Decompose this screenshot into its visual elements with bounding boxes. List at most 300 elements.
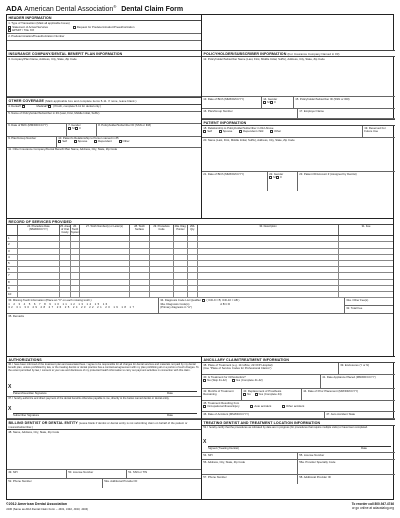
enclosures-field[interactable] [339, 363, 395, 375]
service-cell[interactable] [18, 249, 60, 254]
checkbox-ortho-no[interactable] [203, 379, 206, 382]
transaction-type-field[interactable] [7, 21, 201, 34]
col-diag-pointer: 29a. Diag. Pointer [174, 225, 188, 235]
service-cell[interactable] [188, 280, 198, 285]
service-cell[interactable] [174, 242, 188, 247]
checkbox-other-accident[interactable] [282, 405, 285, 408]
service-cell[interactable] [174, 286, 188, 291]
service-cell[interactable] [60, 249, 71, 254]
service-cell[interactable] [18, 280, 60, 285]
field-label-2: 2. Predetermination/Preauthorization Number [8, 34, 65, 38]
field-label-both: (If both, complete 5-11 for dental only.) [53, 104, 101, 109]
billing-note: (Leave blank if dentist or dental entity is not submitting claim on behalf of the patient or insured/subscriber.) [8, 421, 188, 429]
service-cell[interactable] [150, 280, 174, 285]
diagnosis-abcd: A B C D [220, 302, 231, 307]
checkbox-rel-spouse[interactable] [74, 140, 77, 143]
billing-phone-field[interactable] [7, 479, 103, 488]
policyholder-title: POLICYHOLDER/SUBSCRIBER INFORMATION [203, 51, 287, 56]
subscriber-signature-label: Subscriber Signature [13, 413, 40, 418]
service-cell[interactable] [150, 236, 174, 241]
accident-state-field[interactable] [325, 412, 395, 419]
ph-dob-field[interactable] [202, 97, 262, 109]
service-cell[interactable] [130, 273, 150, 278]
treat-row-54-55 [202, 453, 395, 460]
checkbox-pt-other[interactable] [270, 130, 273, 133]
field-label-23: 23. Patient ID/Account # (Assigned by Dentist) [299, 172, 357, 176]
months-remaining-field[interactable] [202, 389, 242, 401]
service-fee-cell[interactable] [339, 267, 393, 272]
col-tooth-number: 27. Tooth Number(s) or Letter(s) [80, 225, 130, 235]
field-label-58: 58. Additional Provider ID [299, 475, 331, 479]
services-section [7, 218, 393, 326]
checkbox-ph-f[interactable] [270, 101, 273, 104]
field-label-34: 34. Diagnosis Code List Qualifier [160, 298, 201, 302]
pt-name-field[interactable] [202, 138, 395, 172]
service-line-number: 1 [7, 236, 18, 241]
service-cell[interactable] [18, 255, 60, 260]
label-m-14: M [267, 100, 270, 105]
service-cell[interactable] [188, 261, 198, 266]
service-cell[interactable] [174, 273, 188, 278]
service-cell[interactable] [60, 280, 71, 285]
service-cell[interactable] [174, 292, 188, 297]
field-label-12: 12. Policyholder/Subscriber Name (Last, First, Middle Initial, Suffix), Address, City, State, Zip Code [203, 57, 325, 61]
service-fee-cell[interactable] [339, 286, 393, 291]
pt-gender-field[interactable] [268, 172, 298, 191]
right-spacer [202, 15, 395, 50]
field-label-40: 40. Is Treatment for Orthodontics? [203, 375, 246, 379]
other-dob-field[interactable] [7, 124, 67, 137]
checkbox-dental[interactable] [22, 105, 25, 108]
service-cell[interactable] [198, 280, 339, 285]
label-f-22: F [280, 175, 283, 180]
treating-provider-id-field[interactable] [298, 475, 395, 484]
field-label-45: 45. Treatment Resulting from [203, 401, 240, 405]
accident-date-field[interactable] [202, 412, 325, 419]
treating-date-label: Date [361, 446, 367, 451]
service-cell[interactable] [18, 236, 60, 241]
billing-npi-field[interactable] [7, 470, 67, 479]
field-label-22: 22. Gender [269, 172, 284, 176]
col-description: 30. Description [198, 225, 339, 235]
billing-ssn-field[interactable] [127, 470, 201, 479]
patient-date-label: Date [167, 391, 173, 396]
services-rows [7, 236, 393, 298]
ph-gender-field[interactable] [262, 97, 294, 109]
col-index [7, 225, 18, 235]
pt-row-21-23 [202, 172, 395, 191]
service-cell[interactable] [174, 255, 188, 260]
service-cell[interactable] [150, 286, 174, 291]
field-label-49: 49. NPI [8, 470, 18, 474]
ph-row-13-15 [202, 97, 395, 109]
form-name: Dental Claim Form [121, 6, 184, 13]
service-cell[interactable] [71, 280, 80, 285]
field-label-51: 51. SSN or TIN [128, 470, 148, 474]
treating-address-field[interactable] [202, 460, 298, 475]
checkbox-prosthesis-no[interactable] [243, 393, 246, 396]
pt-spouse: Spouse [222, 129, 233, 134]
col-qty: 29b. Qty. [188, 225, 198, 235]
service-cell[interactable] [150, 242, 174, 247]
anc-row-42-44 [202, 389, 395, 401]
checkbox-predetermination[interactable] [73, 26, 76, 29]
section-billing [7, 419, 201, 430]
service-fee-cell[interactable] [339, 249, 393, 254]
prosthesis-yes: Yes (Complete 44) [258, 392, 282, 397]
service-cell[interactable] [60, 255, 71, 260]
other-subscriber-id-field[interactable] [97, 124, 201, 137]
service-cell[interactable] [80, 242, 130, 247]
other-insurance-company-field[interactable] [7, 148, 201, 169]
service-cell[interactable] [80, 267, 130, 272]
service-cell[interactable] [188, 292, 198, 297]
service-cell[interactable] [150, 261, 174, 266]
other-fees-field[interactable] [345, 298, 393, 306]
service-cell[interactable] [18, 261, 60, 266]
treating-npi-field[interactable] [202, 453, 298, 460]
service-cell[interactable] [198, 292, 339, 297]
service-line-number: 8 [7, 280, 18, 285]
treating-certify-field[interactable] [202, 426, 395, 453]
service-cell[interactable] [71, 267, 80, 272]
service-cell[interactable] [188, 273, 198, 278]
ph-employer-field[interactable] [298, 109, 395, 119]
service-cell[interactable] [130, 267, 150, 272]
field-label-1: 1. Type of Transaction (Mark all applicable boxes) [8, 21, 70, 25]
service-fee-cell[interactable] [339, 292, 393, 297]
service-cell[interactable] [80, 255, 130, 260]
service-cell[interactable] [18, 242, 60, 247]
rel-dependent: Dependent [98, 139, 112, 144]
service-cell[interactable] [80, 273, 130, 278]
billing-provider-id-field[interactable] [103, 479, 201, 488]
section-authorizations: AUTHORIZATIONS [7, 357, 201, 363]
service-cell[interactable] [198, 249, 339, 254]
company-plan-field[interactable] [7, 57, 201, 97]
subscriber-consent-field[interactable] [7, 397, 201, 419]
field-label-5: 5. Name of Policyholder/Subscriber in #4 (Last, First, Middle Initial, Suffix) [8, 111, 100, 116]
service-cell[interactable] [18, 292, 60, 297]
field-label-32: 32. Total Fee [346, 306, 363, 310]
service-cell[interactable] [198, 242, 339, 247]
service-cell[interactable] [188, 255, 198, 260]
service-cell[interactable] [130, 249, 150, 254]
label-m-22: M [273, 175, 276, 180]
service-cell[interactable] [174, 261, 188, 266]
field-label-13: 13. Date of Birth (MM/DD/CCYY) [203, 97, 245, 101]
ph-group-number-field[interactable] [202, 109, 298, 119]
service-cell[interactable] [130, 242, 150, 247]
service-cell[interactable] [60, 236, 71, 241]
field-label-4: 4. Dental? [8, 104, 21, 109]
other-group-number-field[interactable] [7, 137, 57, 148]
service-cell[interactable] [188, 286, 198, 291]
option-predetermination: Request for Predetermination/Preauthorization [76, 25, 135, 30]
billing-title: BILLING DENTIST OR DENTAL ENTITY [8, 420, 78, 425]
field-label-16: 16. Plan/Group Number [203, 109, 233, 113]
checkbox-ortho-yes[interactable] [232, 379, 235, 382]
rel-self: Self [62, 139, 68, 144]
service-cell[interactable] [80, 261, 130, 266]
icd-note: ( ICD-9 = B; ICD-10 = AB ) [206, 298, 240, 302]
field-label-39: 39. Enclosures (Y or N) [340, 363, 370, 367]
other-relationship-field[interactable] [57, 137, 201, 148]
orthodontics-field[interactable] [202, 375, 321, 389]
service-cell[interactable] [130, 261, 150, 266]
predetermination-number-field[interactable] [7, 34, 201, 41]
place-of-treatment-field[interactable] [202, 363, 339, 375]
teeth-upper: 1 2 3 4 5 6 7 8 9 10 11 12 13 14 15 16 [8, 301, 109, 306]
checkbox-ph-m[interactable] [263, 101, 266, 104]
appliance-date-field[interactable] [321, 375, 395, 389]
service-line-number: 3 [7, 249, 18, 254]
service-cell[interactable] [130, 286, 150, 291]
service-cell[interactable] [18, 286, 60, 291]
x-mark-patient: X [8, 384, 12, 391]
ortho-no: No (Skip 41-42) [207, 378, 227, 383]
service-cell[interactable] [60, 273, 71, 278]
col-area: 25. Area of Oral Cavity [60, 225, 70, 234]
service-cell[interactable] [80, 249, 130, 254]
copyright-text: ©2012 American Dental Association [6, 502, 68, 506]
field-label-17: 17. Employer Name [299, 109, 324, 113]
field-label-10: 10. Patient's Relationship to Person named in #5 [58, 136, 119, 141]
field-label-18: 18. Relationship to Policyholder/Subscriber in #12 Above [203, 126, 274, 130]
pt-self: Self [207, 129, 213, 134]
checkbox-prosthesis-yes[interactable] [255, 393, 258, 396]
patient-signature-label: Patient/Guardian Signature [13, 391, 47, 396]
service-fee-cell[interactable] [339, 236, 393, 241]
col-tooth-surface: 28. Tooth Surface [130, 225, 150, 235]
field-label-19: 19. Reserved For Future Use [364, 126, 386, 134]
service-cell[interactable] [174, 249, 188, 254]
other-coverage-note: (Mark applicable box and complete items 5-11. If none, leave blank.) [45, 98, 137, 103]
org-name: American Dental Association [24, 6, 114, 13]
field-label-41: 41. Date Appliance Placed (MM/DD/CCYY) [322, 375, 376, 379]
service-cell[interactable] [80, 280, 130, 285]
service-fee-cell[interactable] [339, 261, 393, 266]
field-label-15: 15. Policyholder/Subscriber ID (SSN or ID#) [295, 97, 350, 101]
service-cell[interactable] [130, 236, 150, 241]
other-accident-option: Other accident [286, 404, 305, 409]
service-cell[interactable] [71, 236, 80, 241]
service-cell[interactable] [198, 236, 339, 241]
label-f-14: F [274, 100, 277, 105]
service-cell[interactable] [18, 273, 60, 278]
service-cell[interactable] [174, 267, 188, 272]
total-fee-field[interactable] [345, 306, 393, 313]
service-cell[interactable] [198, 255, 339, 260]
teeth-lower: 32 31 30 29 28 27 26 25 24 23 22 21 20 19 18 17 [8, 305, 136, 310]
section-treating: TREATING DENTIST AND TREATMENT LOCATION INFORMATION [202, 419, 395, 426]
service-cell[interactable] [71, 255, 80, 260]
checkbox-occupational[interactable] [203, 405, 206, 408]
auto-option: Auto accident [254, 404, 272, 409]
field-label-43: 43. Replacement of Prosthesis [243, 389, 282, 393]
service-cell[interactable] [174, 280, 188, 285]
service-cell[interactable] [150, 255, 174, 260]
patient-consent-field[interactable] [7, 363, 201, 397]
field-label-33: 33. Missing Teeth Information (Place an "X" on each missing tooth.) [8, 298, 92, 302]
reorder-online: or go online at adacatalog.org [351, 506, 394, 510]
field-label-52: 52. Phone Number [8, 479, 32, 483]
checkbox-other-m[interactable] [68, 127, 71, 130]
fee-totals [345, 298, 393, 313]
service-cell[interactable] [198, 267, 339, 272]
service-cell[interactable] [80, 292, 130, 297]
treating-license-field[interactable] [298, 453, 395, 460]
pt-other: Other [274, 129, 282, 134]
reorder-phone: To reorder call 800.947.4746 [351, 502, 394, 506]
service-fee-cell[interactable] [339, 242, 393, 247]
checkbox-rel-self[interactable] [58, 140, 61, 143]
section-patient: PATIENT INFORMATION [202, 119, 395, 126]
anc-row-40-41 [202, 375, 395, 389]
field-label-34a: 34a. Diagnosis Code(s) [160, 302, 190, 307]
service-cell[interactable] [71, 242, 80, 247]
checkbox-pt-dep[interactable] [239, 130, 242, 133]
service-cell[interactable] [130, 292, 150, 297]
right-column-top [201, 15, 395, 218]
service-cell[interactable] [198, 286, 339, 291]
diagnosis-field[interactable] [159, 298, 345, 313]
checkbox-medical[interactable] [48, 105, 51, 108]
service-cell[interactable] [80, 236, 130, 241]
section-header-info: HEADER INFORMATION [7, 15, 201, 21]
pt-dob-field[interactable] [202, 172, 268, 191]
field-label-47: 47. Auto Accident State [326, 412, 356, 416]
anc-row-46-47 [202, 412, 395, 419]
service-cell[interactable] [71, 292, 80, 297]
prior-placement-field[interactable] [302, 389, 395, 401]
reserved-field [363, 126, 395, 138]
field-label-48: 48. Name, Address, City, State, Zip Code [8, 430, 60, 434]
prosthesis-no: No [247, 392, 251, 397]
pt-relationship-field[interactable] [202, 126, 363, 138]
service-fee-cell[interactable] [339, 255, 393, 260]
checkbox-pt-self[interactable] [203, 130, 206, 133]
field-label-35: 35. Remarks [8, 314, 25, 318]
service-cell[interactable] [60, 267, 71, 272]
service-cell[interactable] [150, 249, 174, 254]
col-procedure-date: 24. Procedure Date (MM/DD/CCYY) [18, 225, 60, 235]
billing-row-49-51 [7, 470, 201, 479]
service-cell[interactable] [60, 292, 71, 297]
missing-teeth-field[interactable] [7, 298, 159, 313]
service-cell[interactable] [188, 242, 198, 247]
treating-phone-field[interactable] [202, 475, 298, 484]
checkbox-pt-f[interactable] [276, 176, 279, 179]
reorder-info [352, 502, 394, 510]
rel-other: Other [122, 139, 130, 144]
section-services: RECORD OF SERVICES PROVIDED [7, 219, 393, 225]
service-line-number: 2 [7, 242, 18, 247]
field-label-3: 3. Company/Plan Name, Address, City, State, Zip Code [8, 57, 77, 61]
service-cell[interactable] [150, 267, 174, 272]
service-cell[interactable] [188, 236, 198, 241]
prosthesis-field[interactable] [242, 389, 302, 401]
field-label-42: 42. Months of Treatment Remaining [203, 389, 234, 396]
field-label-9: 9. Plan/Group Number [8, 136, 37, 141]
ada-logo-text: ADA [6, 4, 23, 13]
checkbox-rel-other[interactable] [119, 140, 122, 143]
service-cell[interactable] [188, 267, 198, 272]
field-label-44: 44. Date of Prior Placement (MM/DD/CCYY) [303, 389, 359, 393]
service-cell[interactable] [198, 273, 339, 278]
checkbox-pt-m[interactable] [269, 176, 272, 179]
subscriber-date-label: Date [167, 413, 173, 418]
ph-id-field[interactable] [294, 97, 395, 109]
service-cell[interactable] [71, 286, 80, 291]
service-fee-cell[interactable] [339, 280, 393, 285]
service-cell[interactable] [18, 267, 60, 272]
x-mark-treating: X [203, 439, 207, 446]
field-label-7: 7. Gender [68, 123, 81, 128]
treating-specialty-field[interactable] [298, 460, 395, 475]
label-f-7: F [79, 126, 82, 131]
checkbox-rel-dependent[interactable] [94, 140, 97, 143]
dental-medical-field[interactable] [7, 105, 201, 112]
service-cell[interactable] [71, 261, 80, 266]
other-row-9-10 [7, 137, 201, 148]
field-label-38: 38. Place of Treatment [203, 363, 232, 367]
checkbox-epsdt[interactable] [8, 29, 11, 32]
service-cell[interactable] [60, 286, 71, 291]
checkbox-qualifier[interactable] [202, 299, 205, 302]
service-cell[interactable] [60, 261, 71, 266]
policyholder-name-field[interactable] [202, 57, 395, 97]
service-cell[interactable] [71, 273, 80, 278]
claim-form-page [6, 4, 394, 514]
service-cell[interactable] [80, 286, 130, 291]
service-cell[interactable] [150, 292, 174, 297]
service-cell[interactable] [174, 236, 188, 241]
treatment-resulting-field[interactable] [202, 401, 395, 412]
checkbox-pt-spouse[interactable] [219, 130, 222, 133]
checkbox-other-f[interactable] [75, 127, 78, 130]
col-fee: 31. Fee [361, 225, 371, 229]
field-label-31a: 31a. Other Fee(s) [346, 298, 369, 302]
service-cell[interactable] [71, 249, 80, 254]
service-cell[interactable] [60, 242, 71, 247]
other-policyholder-name-field[interactable] [7, 112, 201, 124]
service-cell[interactable] [198, 261, 339, 266]
billing-name-field[interactable] [7, 430, 201, 470]
field-label-20: 20. Name (Last, First, Middle Initial, Suffix), Address, City, State, Zip Code [203, 138, 295, 142]
field-label-medical: Medical? [36, 104, 48, 109]
service-cell[interactable] [130, 255, 150, 260]
certify-text: 53. I hereby certify that the procedures as indicated by date are in progress (for procedures that require multiple visits) or have been completed. [203, 426, 368, 429]
anc-row-38-39 [202, 363, 395, 375]
section-policyholder [202, 50, 395, 57]
checkbox-auto-accident[interactable] [250, 405, 253, 408]
ph-row-16-17 [202, 109, 395, 119]
other-gender-field[interactable] [67, 124, 97, 137]
service-cell[interactable] [188, 249, 198, 254]
remarks-field[interactable] [7, 314, 393, 326]
service-cell[interactable] [150, 273, 174, 278]
billing-row-52 [7, 479, 201, 488]
field-label-55: 55. License Number [299, 453, 325, 457]
field-label-8: 8. Policyholder/Subscriber ID (SSN or ID#) [98, 123, 152, 128]
rel-spouse: Spouse [77, 139, 88, 144]
service-cell[interactable] [130, 280, 150, 285]
billing-license-field[interactable] [67, 470, 127, 479]
pos-note: (Use "Place of Service Codes for Professional Claims") [203, 365, 272, 370]
service-fee-cell[interactable] [339, 273, 393, 278]
pt-account-field[interactable] [298, 172, 395, 191]
